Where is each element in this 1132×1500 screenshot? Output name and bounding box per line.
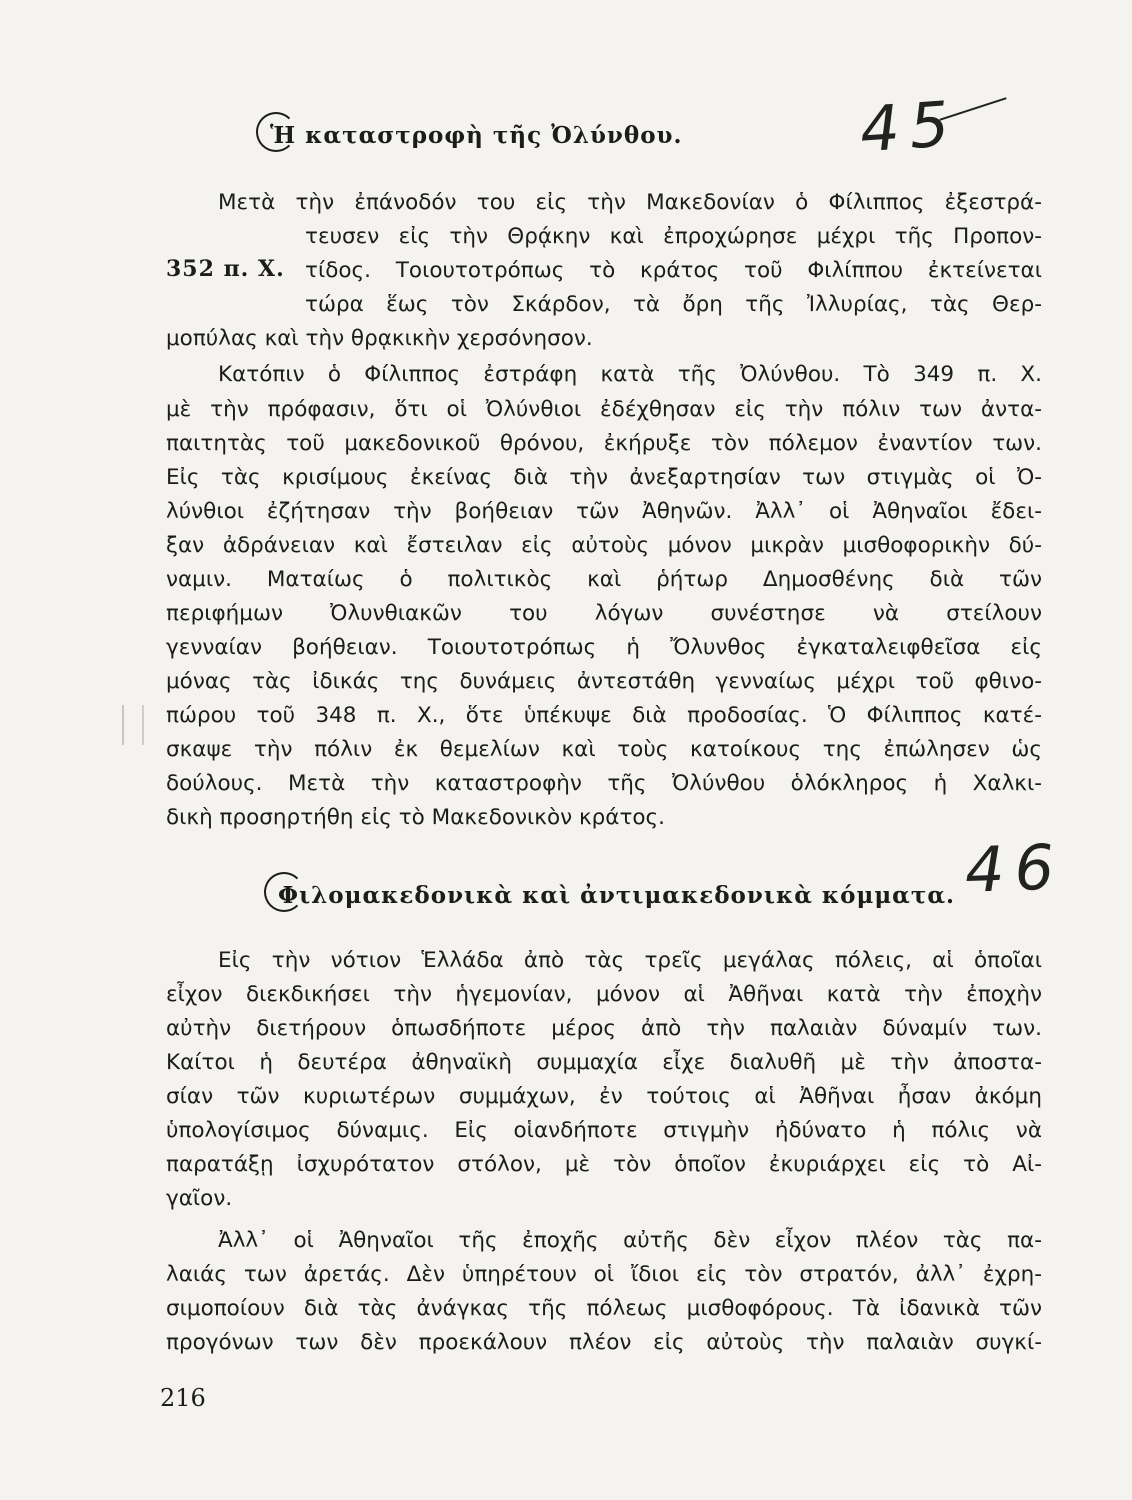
text-line: ξαν ἀδράνειαν καὶ ἔστειλαν εἰς αὐτοὺς μόνον μικρὰν μισθοφορικὴν δύ- bbox=[166, 533, 1042, 558]
text-line: μοπύλας καὶ τὴν θρᾳκικὴν χερσόνησον. bbox=[166, 326, 593, 351]
text-line: παιτητὰς τοῦ μακεδονικοῦ θρόνου, ἐκήρυξε τὸν πόλεμον ἐναντίον των. bbox=[166, 431, 1042, 456]
text-line: δικὴ προσηρτήθη εἰς τὸ Μακεδονικὸν κράτος. bbox=[166, 805, 665, 830]
text-line: σίαν τῶν κυριωτέρων συμμάχων, ἐν τούτοις αἱ Ἀθῆναι ἦσαν ἀκόμη bbox=[166, 1084, 1042, 1109]
text-line: Κατόπιν ὁ Φίλιππος ἐστράφη κατὰ τῆς Ὀλύνθου. Τὸ 349 π. Χ. bbox=[218, 362, 1042, 387]
circle-mark-icon bbox=[256, 112, 296, 152]
text-line: τώρα ἕως τὸν Σκάρδον, τὰ ὄρη τῆς Ἰλλυρίας, τὰς Θερ- bbox=[305, 292, 1042, 317]
text-line: τίδος. Τοιουτοτρόπως τὸ κράτος τοῦ Φιλίππου ἐκτείνεται bbox=[305, 258, 1042, 283]
text-line: μὲ τὴν πρόφασιν, ὅτι οἱ Ὀλύνθιοι ἐδέχθησαν εἰς τὴν πόλιν των ἀντα- bbox=[166, 397, 1042, 422]
section-2-title bbox=[278, 882, 955, 909]
text-line: περιφήμων Ὀλυνθιακῶν του λόγων συνέστησε νὰ στείλουν bbox=[166, 601, 1042, 626]
text-line: πώρου τοῦ 348 π. Χ., ὅτε ὑπέκυψε διὰ προδοσίας. Ὁ Φίλιππος κατέ- bbox=[166, 703, 1042, 728]
text-line: Εἰς τὴν νότιον Ἑλλάδα ἀπὸ τὰς τρεῖς μεγάλας πόλεις, αἱ ὁποῖαι bbox=[218, 948, 1042, 973]
text-line: ὑπολογίσιμος δύναμις. Εἰς οἱανδήποτε στιγμὴν ἠδύνατο ἡ πόλις νὰ bbox=[166, 1118, 1042, 1143]
date-note: 352 π. Χ. bbox=[166, 256, 285, 282]
section-1-title-text: Ἡ καταστροφὴ τῆς Ὀλύνθου. bbox=[270, 122, 683, 149]
text-line: γαῖον. bbox=[166, 1186, 233, 1211]
text-line: λύνθιοι ἐζήτησαν τὴν βοήθειαν τῶν Ἀθηνῶν. Ἀλλ᾽ οἱ Ἀθηναῖοι ἔδει- bbox=[166, 499, 1042, 524]
text-line: Ἀλλ᾽ οἱ Ἀθηναῖοι τῆς ἐποχῆς αὐτῆς δὲν εἶχον πλέον τὰς πα- bbox=[218, 1228, 1042, 1253]
text-line: ναμιν. Ματαίως ὁ πολιτικὸς καὶ ῥήτωρ Δημοσθένης διὰ τῶν bbox=[166, 567, 1042, 592]
text-line: μόνας τὰς ἰδικάς της δυνάμεις ἀντεστάθη γενναίως μέχρι τοῦ φθινο- bbox=[166, 669, 1042, 694]
page-number: 216 bbox=[160, 1384, 206, 1412]
text-line: παρατάξῃ ἰσχυρότατον στόλον, μὲ τὸν ὁποῖον ἐκυριάρχει εἰς τὸ Αἰ- bbox=[166, 1152, 1042, 1177]
text-line: τευσεν εἰς τὴν Θρᾴκην καὶ ἐπροχώρησε μέχρι τῆς Προπον- bbox=[305, 224, 1042, 249]
text-line: αὐτὴν διετήρουν ὁπωσδήποτε μέρος ἀπὸ τὴν παλαιὰν δύναμίν των. bbox=[166, 1016, 1042, 1041]
handwritten-number-1: 45 bbox=[857, 86, 962, 167]
text-line: δούλους. Μετὰ τὴν καταστροφὴν τῆς Ὀλύνθου ὁλόκληρος ἡ Χαλκι- bbox=[166, 771, 1042, 796]
text-line: Εἰς τὰς κρισίμους ἐκείνας διὰ τὴν ἀνεξαρτησίαν των στιγμὰς οἱ Ὀ- bbox=[166, 465, 1042, 490]
text-line: Μετὰ τὴν ἐπάνοδόν του εἰς τὴν Μακεδονίαν ὁ Φίλιππος ἐξεστρά- bbox=[218, 190, 1042, 215]
text-line: σκαψε τὴν πόλιν ἐκ θεμελίων καὶ τοὺς κατοίκους της ἐπώλησεν ὡς bbox=[166, 737, 1042, 762]
text-line: σιμοποίουν διὰ τὰς ἀνάγκας τῆς πόλεως μισθοφόρους. Τὰ ἰδανικὰ τῶν bbox=[166, 1296, 1042, 1321]
text-line: εἶχον διεκδικήσει τὴν ἡγεμονίαν, μόνον αἱ Ἀθῆναι κατὰ τὴν ἐποχὴν bbox=[166, 982, 1042, 1007]
margin-mark bbox=[122, 705, 144, 745]
text-line: Καίτοι ἡ δευτέρα ἀθηναϊκὴ συμμαχία εἶχε διαλυθῆ μὲ τὴν ἀποστα- bbox=[166, 1050, 1042, 1075]
text-line: γενναίαν βοήθειαν. Τοιουτοτρόπως ἡ Ὄλυνθος ἐγκαταλειφθεῖσα εἰς bbox=[166, 635, 1042, 660]
handwritten-number-2: 46 bbox=[963, 830, 1066, 907]
circle-mark-icon bbox=[264, 872, 304, 912]
text-line: προγόνων των δὲν προεκάλουν πλέον εἰς αὐτοὺς τὴν παλαιὰν συγκί- bbox=[166, 1330, 1042, 1355]
section-2-title-text: Φιλομακεδονικὰ καὶ ἀντιμακεδονικὰ κόμματα. bbox=[278, 882, 956, 909]
text-line: λαιάς των ἀρετάς. Δὲν ὑπηρέτουν οἱ ἴδιοι εἰς τὸν στρατόν, ἀλλ᾽ ἐχρη- bbox=[166, 1262, 1042, 1287]
section-1-title bbox=[270, 122, 683, 149]
